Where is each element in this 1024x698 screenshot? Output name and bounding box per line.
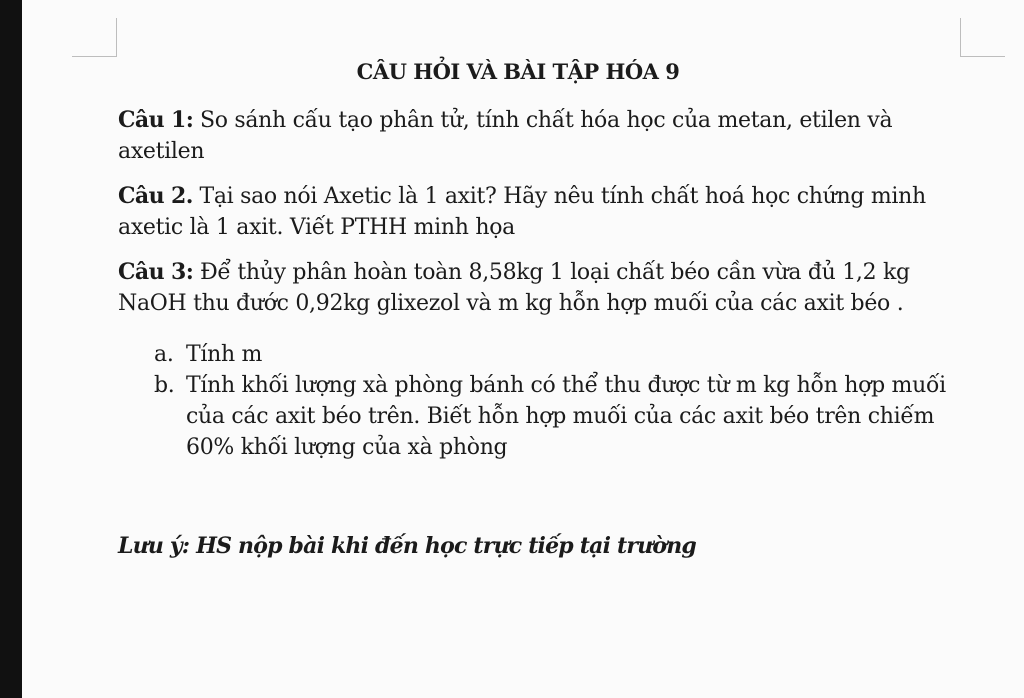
- sub-item-b: [118, 370, 958, 463]
- sub-item-b-marker: b.: [154, 373, 175, 398]
- question-3-text: Để thủy phân hoàn toàn 8,58kg 1 loại chất béo cần vừa đủ 1,2 kg NaOH thu đước 0,92kg glixezol và m kg hỗn hợp muối của các axit béo .: [118, 260, 910, 316]
- question-2: [118, 181, 958, 243]
- question-1-text: So sánh cấu tạo phân tử, tính chất hóa học của metan, etilen và axetilen: [118, 108, 893, 164]
- question-3: [118, 257, 958, 463]
- question-1-label: Câu 1:: [118, 107, 194, 133]
- document-body: [118, 56, 958, 562]
- sub-item-b-text: Tính khối lượng xà phòng bánh có thể thu được từ m kg hỗn hợp muối của các axit béo trên. Biết hỗn hợp muối của các axit béo trên chiếm 60% khối lượng của xà phòng: [186, 373, 946, 460]
- question-2-text: Tại sao nói Axetic là 1 axit? Hãy nêu tính chất hoá học chứng minh axetic là 1 axit. Viết PTHH minh họa: [118, 184, 926, 240]
- sub-item-a-text: Tính m: [186, 342, 263, 367]
- page-corner-mark-right: [960, 18, 1005, 57]
- document-page: [22, 0, 1024, 698]
- question-2-label: Câu 2.: [118, 183, 193, 209]
- question-3-sub-list: [118, 339, 958, 463]
- question-3-label: Câu 3:: [118, 259, 194, 285]
- sub-item-a: [118, 339, 958, 370]
- sub-item-a-marker: a.: [154, 342, 174, 367]
- page-corner-mark-left: [72, 18, 117, 57]
- window-left-edge: [0, 0, 22, 698]
- submission-note: Lưu ý: HS nộp bài khi đến học trực tiếp tại trường: [118, 533, 696, 559]
- question-1: [118, 105, 958, 167]
- document-title: CÂU HỎI VÀ BÀI TẬP HÓA 9: [356, 59, 680, 84]
